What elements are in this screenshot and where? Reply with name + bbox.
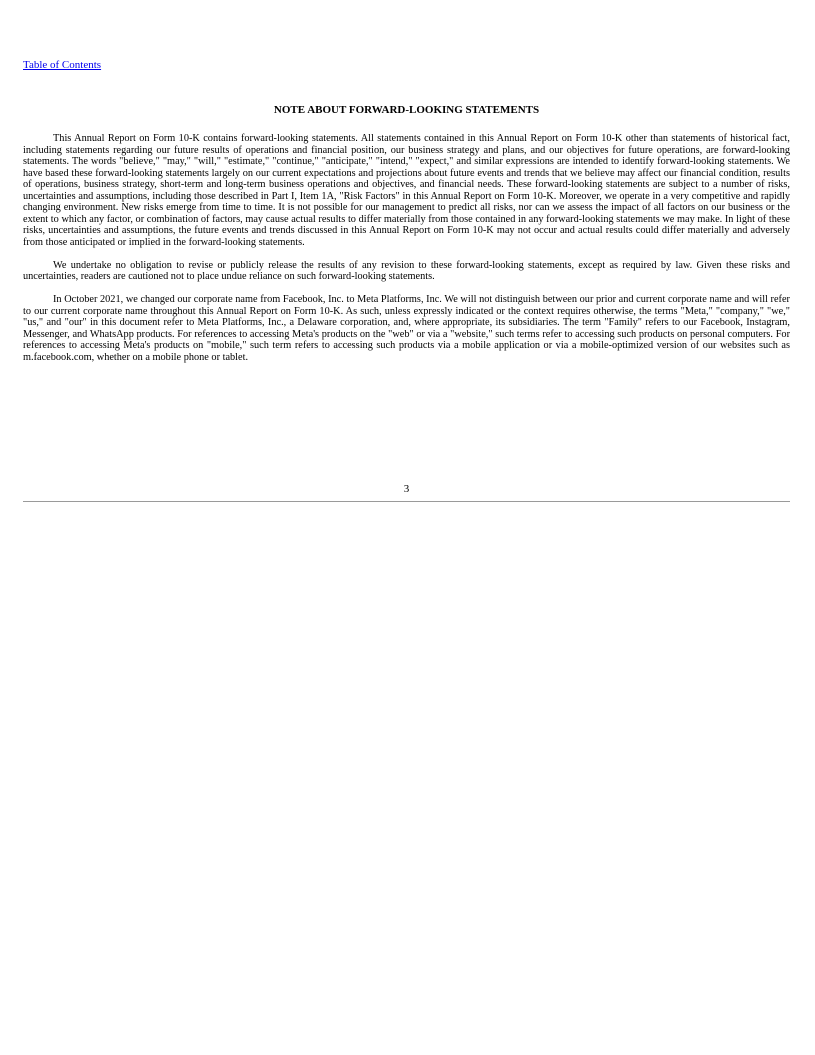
- page-number: 3: [403, 483, 410, 495]
- paragraph-forward-looking: This Annual Report on Form 10-K contains forward-looking statements. All statements contained in this Annual Report on Form 10-K other than statements of historical fact, including statements regarding our future results of operations and financial position, our business strategy and plans, and our objectives for future operations, are forward-looking statements. The words "believe," "may," "will," "estimate," "continue," "anticipate," "intend," "expect," and similar expressions are intended to identify forward-looking statements. We have based these forward-looking statements largely on our current expectations and projections about future events and trends that we believe may affect our financial condition, results of operations, business strategy, short-term and long-term business operations and objectives, and financial needs. These forward-looking statements are subject to a number of risks, uncertainties and assumptions, including those described in Part I, Item 1A, "Risk Factors" in this Annual Report on Form 10-K. Moreover, we operate in a very competitive and rapidly changing environment. New risks emerge from time to time. It is not possible for our management to predict all risks, nor can we assess the impact of all factors on our business or the extent to which any factor, or combination of factors, may cause actual results to differ materially from those contained in any forward-looking statements we may make. In light of these risks, uncertainties and assumptions, the future events and trends discussed in this Annual Report on Form 10-K may not occur and actual results could differ materially and adversely from those anticipated or implied in the forward-looking statements.: [23, 133, 790, 248]
- document-body: [23, 133, 790, 375]
- paragraph-no-obligation: We undertake no obligation to revise or publicly release the results of any revision to these forward-looking statements, except as required by law. Given these risks and uncertainties, readers are cautioned not to place undue reliance on such forward-looking statements.: [23, 259, 790, 282]
- section-heading: NOTE ABOUT FORWARD-LOOKING STATEMENTS: [273, 104, 540, 116]
- page-divider: [23, 501, 790, 502]
- paragraph-corporate-name: In October 2021, we changed our corporate name from Facebook, Inc. to Meta Platforms, Inc. We will not distinguish between our prior and current corporate name and will refer to our current corporate name throughout this Annual Report on Form 10-K. As such, unless expressly indicated or the context requires otherwise, the terms "Meta," "company," "we," "us," and "our" in this document refer to Meta Platforms, Inc., a Delaware corporation, and, where appropriate, its subsidiaries. The term "Family" refers to our Facebook, Instagram, Messenger, and WhatsApp products. For references to accessing Meta's products on the "web" or via a "website," such terms refer to accessing such products on personal computers. For references to accessing Meta's products on "mobile," such term refers to accessing such products via a mobile application or via a mobile-optimized version of our websites such as m.facebook.com, whether on a mobile phone or tablet.: [23, 294, 790, 363]
- table-of-contents-link[interactable]: Table of Contents: [23, 59, 102, 71]
